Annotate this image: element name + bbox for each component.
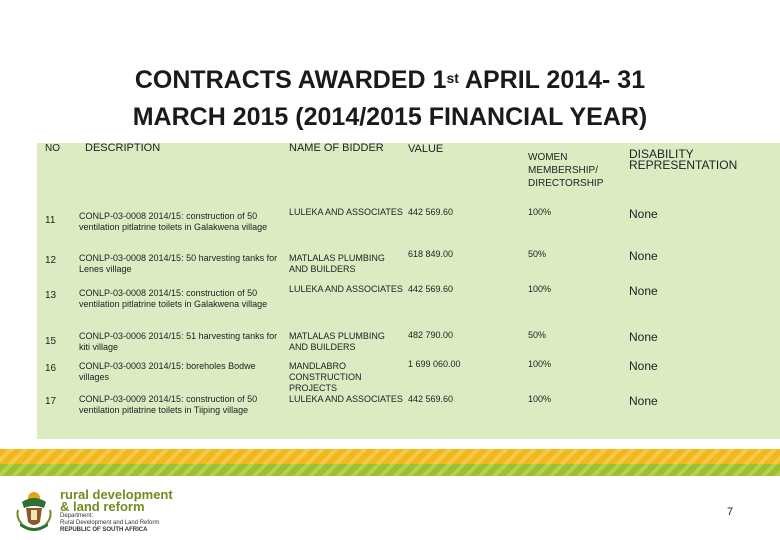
header-women: WOMEN MEMBERSHIP/ DIRECTORSHIP [516,143,619,207]
table-row [37,284,780,330]
table-row [37,249,780,284]
cell-description: CONLP-03-0008 2014/15: construction of 50 ventilation pitlatrine toilets in Galakwena village [75,207,285,249]
table-row [37,359,780,394]
cell-no: 16 [37,359,75,394]
footer-band-yellow [0,449,780,464]
cell-bidder: MATLALAS PLUMBING AND BUILDERS [285,330,404,359]
slide-title [0,62,780,136]
cell-bidder: LULEKA AND ASSOCIATES [285,284,404,330]
table-row [37,394,780,439]
cell-women: 100% [516,284,619,330]
department-label: Department: Rural Development and Land Reform REPUBLIC OF SOUTH AFRICA [60,513,160,533]
cell-women: 50% [516,330,619,359]
cell-bidder: MATLALAS PLUMBING AND BUILDERS [285,249,404,284]
table-row [37,330,780,359]
cell-value: 618 849.00 [404,249,516,284]
cell-no: 15 [37,330,75,359]
cell-disability: None [619,249,780,284]
title-line-1: CONTRACTS AWARDED 1st APRIL 2014- 31 [134,66,646,94]
cell-disability: None [619,284,780,330]
cell-value: 442 569.60 [404,284,516,330]
table-row [37,207,780,249]
cell-disability: None [619,394,780,439]
coat-of-arms-icon [14,488,54,534]
cell-disability: None [619,207,780,249]
cell-description: CONLP-03-0008 2014/15: construction of 50 ventilation pitlatrine toilets in Galakwena village [75,284,285,330]
cell-description: CONLP-03-0009 2014/15: construction of 50 ventilation pitlatrine toilets in Tiiping village [75,394,285,439]
cell-no: 11 [37,207,75,249]
cell-women: 100% [516,359,619,394]
cell-disability: None [619,330,780,359]
cell-value: 442 569.60 [404,207,516,249]
cell-no: 12 [37,249,75,284]
cell-women: 100% [516,207,619,249]
cell-value: 442 569.60 [404,394,516,439]
cell-women: 50% [516,249,619,284]
cell-description: CONLP-03-0008 2014/15: 50 harvesting tanks for Lenes village [75,249,285,284]
brand-logotype: rural development & land reform [60,487,173,514]
cell-value: 1 699 060.00 [404,359,516,394]
header-value: VALUE [404,143,516,207]
cell-disability: None [619,359,780,394]
cell-bidder: LULEKA AND ASSOCIATES [285,207,404,249]
footer-band-green [0,464,780,476]
cell-bidder: LULEKA AND ASSOCIATES [285,394,404,439]
header-description: DESCRIPTION [75,143,285,207]
header-bidder: NAME OF BIDDER [285,143,404,207]
title-line-2: MARCH 2015 (2014/2015 FINANCIAL YEAR) [132,103,648,131]
header-disability: DISABILITY REPRESENTATION [619,143,780,207]
cell-value: 482 790.00 [404,330,516,359]
table-header-row [37,143,780,207]
cell-women: 100% [516,394,619,439]
contracts-table [37,143,780,439]
cell-no: 13 [37,284,75,330]
page-number: 7 [727,506,734,518]
header-no: NO [37,143,75,207]
cell-description: CONLP-03-0003 2014/15: boreholes Bodwe villages [75,359,285,394]
cell-description: CONLP-03-0006 2014/15: 51 harvesting tanks for kiti village [75,330,285,359]
cell-no: 17 [37,394,75,439]
cell-bidder: MANDLABRO CONSTRUCTION PROJECTS [285,359,404,394]
